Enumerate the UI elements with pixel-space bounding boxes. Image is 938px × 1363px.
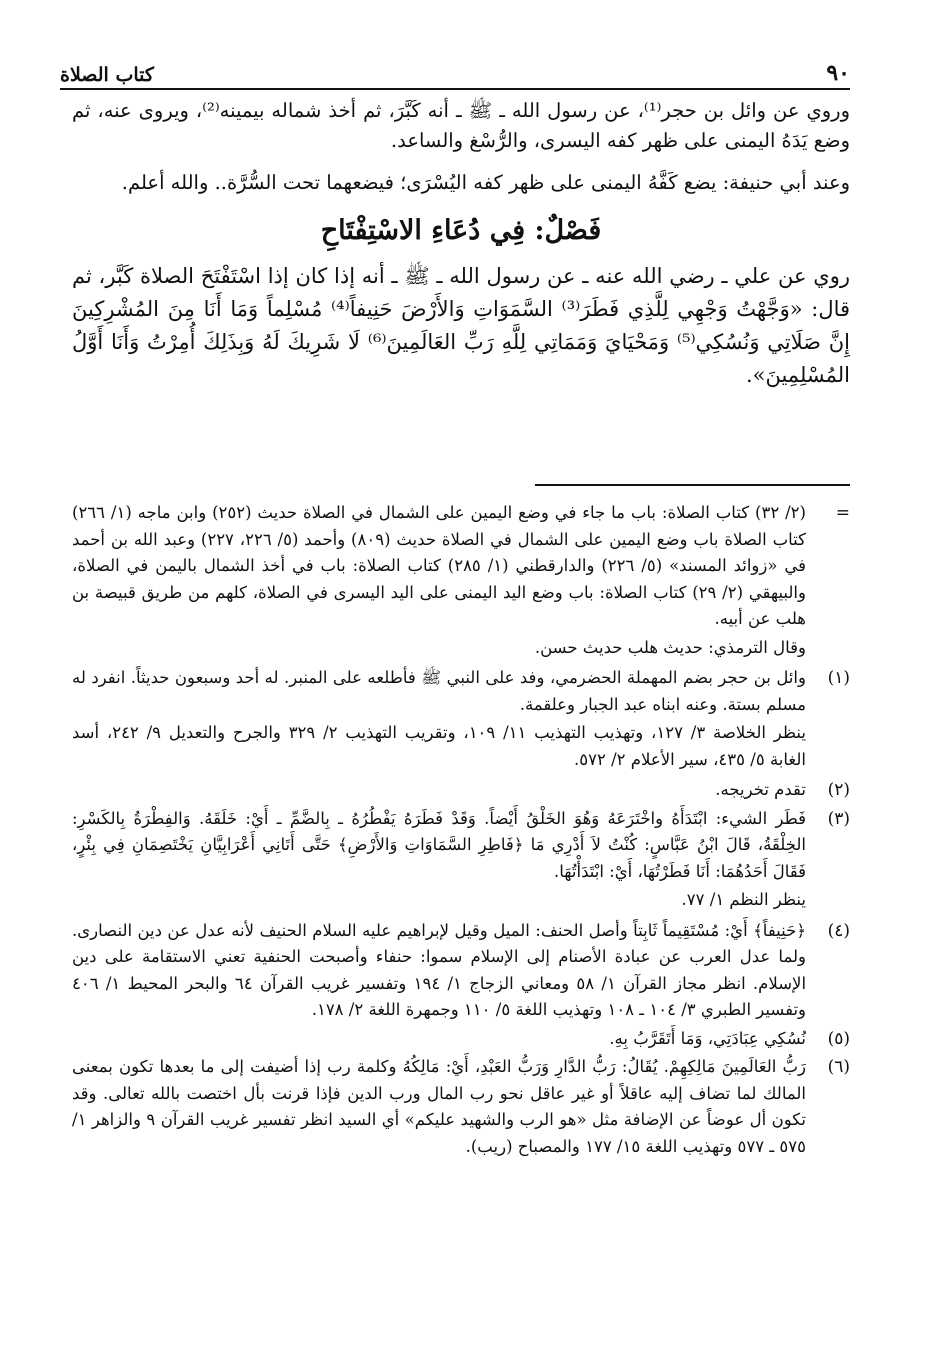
- paragraph-abu-hanifa: وعند أبي حنيفة: يضع كَفَّهُ اليمنى على ظهر كفه اليُسْرَى؛ فيضعهما تحت السُّرَّة.. والله أعلم.: [121, 171, 850, 194]
- footnote-text: وائل بن حجر بضم المهملة الحضرمي، وفد على النبي ﷺ فأطلعه على المنبر. له أحد وسبعون حديثاً. انفرد له مسلم بستة. وعنه ابناه عبد الجبار وعلقمة.: [72, 668, 806, 714]
- footnote-text: رَبُّ العَالَمِينَ مَالِكِهِمْ. يُقَالُ: رَبُّ الدَّارِ وَرَبُّ العَبْدِ، أَيْ: مَالِكُهُ وكلمة رب إذا أضيفت إلى ما بعدها تكون بمعنى المالك لما تضاف إليه عاقلاً أو غير عاقل نحو رب المال ورب الدين فإذا قرنت بأل اختصت بالله تعالى. وقد تكون أل عوضاً عن الإضافة مثل «هو الرب والشهيد عليكم» أي السيد انظر تفسير غريب القرآن ٩ والزاهر ١/ ٥٧٥ ـ ٥٧٧ وتهذيب اللغة ١٥/ ١٧٧ والمصباح (ريب).: [72, 1057, 806, 1156]
- footnote-marker: (٦): [827, 1057, 850, 1077]
- footnote-text: تقدم تخريجه.: [715, 780, 806, 799]
- footnote-text: وقال الترمذي: حديث هلب حديث حسن.: [534, 637, 806, 657]
- footnote-1: [72, 665, 850, 718]
- footnote-marker: =: [835, 503, 850, 523]
- section-heading: فَصْلٌ: فِي دُعَاءِ الاسْتِفْتَاحِ: [320, 215, 602, 246]
- footnote-text: ينظر النظم ١/ ٧٧.: [681, 890, 806, 909]
- footnote-marker: (٥): [827, 1028, 850, 1049]
- footnote-marker: (٤): [827, 920, 850, 941]
- hadith-text: روي عن علي ـ رضي الله عنه ـ عن رسول الله ـ ﷺ ـ أنه إذا كان إذا اسْتَفْتَحَ الصلاة كَبَّر، ثم قال: «وَجَّهْتُ وَجْهِي لِلَّذِي فَطَرَ⁽³⁾ السَّمَوَاتِ وَالأَرْضَ حَنِيفاً⁽⁴⁾ مُسْلِماً وَمَا أَنَا مِنَ المُشْرِكِينَ إِنَّ صَلَاتِي وَنُسُكِي⁽⁵⁾ وَمَحْيَايَ وَمَمَاتِي لِلَّهِ رَبِّ العَالَمِينَ⁽⁶⁾ لَا شَرِيكَ لَهُ وَبِذَلِكَ أُمِرْتُ وَأَنَا أَوَّلُ المُسْلِمِينَ».: [72, 264, 851, 387]
- footnote-continued-extra: [72, 635, 850, 662]
- footnote-2: [72, 777, 850, 804]
- footnote-marker: (١): [827, 668, 850, 688]
- page-number: ٩٠: [826, 60, 850, 86]
- footnote-marker: (٣): [827, 808, 850, 829]
- footnote-text: نُسُكِي عِبَادَتِي، وَمَا أَتَقَرَّبُ بِهِ.: [609, 1028, 806, 1048]
- footnote-3: [72, 806, 850, 886]
- footnote-text: فَطَر الشيء: ابْتَدَأَهُ واخْتَرَعَهُ وَهُوَ الخَلْقُ أَيْضاً. وَقَدْ فَطَرَهُ يَفْطُرُهُ ـ بِالضَّمِّ ـ أَيْ: خَلَقَهُ. وَالفِطْرَةُ بِالكَسْرِ: الخِلْقَةُ، قَالَ ابْنُ عَبَّاسٍ: كُنْتُ لاَ أَدْرِي مَا ﴿فَاطِرِ السَّمَاوَاتِ وَالأَرْضِ﴾ حَتَّى أَتَانِي أَعْرَابِيَّانِ يَخْتَصِمَانِ فِي بِئْرٍ، فَقَالَ أَحَدُهُمَا: أَنَا فَطَرْتُهَا، أَيْ: ابْتَدَأْتُهَا.: [72, 808, 806, 881]
- footnote-1-sources: [72, 720, 850, 773]
- footnote-text: ﴿حَنِيفاً﴾ أَيْ: مُسْتَقِيماً ثَابِتاً وأصل الحنف: الميل وقيل لإبراهيم عليه السلام الحنيف لأنه عدل عن دين النصارى. ولما عدل العرب عن عبادة الأصنام إلى الإسلام سموا: حنفاء وأصبحت الحنفية تعني الاستقامة على دين الإسلام. انظر مجاز القرآن ١/ ٥٨ ومعاني الزجاج ١/ ١٩٤ وتفسير غريب القرآن ٦٤ والبحر المحيط ١/ ٤٠٦ وتفسير الطبري ٣/ ١٠٤ ـ ١٠٨ وتهذيب اللغة ٥/ ١١٠ وجمهرة اللغة ٢/ ١٧٨.: [72, 920, 807, 1019]
- footnote-continued: [72, 500, 850, 633]
- footnote-6: [72, 1054, 850, 1160]
- footnote-5: [72, 1026, 850, 1053]
- footnotes: [72, 500, 850, 1162]
- page-header: [60, 58, 850, 90]
- footnote-3-sources: [72, 887, 850, 914]
- footnote-text: (٢/ ٣٢) كتاب الصلاة: باب ما جاء في وضع اليمين على الشمال في الصلاة حديث (٢٥٢) وابن ماجه (١/ ٢٦٦) كتاب الصلاة باب وضع اليمين على الشمال في الصلاة حديث (٨٠٩) وأحمد (٥/ ٢٢٦، ٢٢٧) وعبد الله بن أحمد في «زوائد المسند» (٥/ ٢٢٦) والدارقطني (١/ ٢٨٥) كتاب الصلاة: باب في أخذ الشمال باليمن في الصلاة، والبيهقي (٢/ ٢٩) كتاب الصلاة: باب وضع اليد اليمنى على اليد اليسرى في الصلاة، كلهم من طريق قبيصة بن هلب عن أبيه.: [72, 503, 806, 628]
- footnote-4: [72, 918, 850, 1024]
- paragraph-wail: وروي عن وائل بن حجر⁽¹⁾، عن رسول الله ـ ﷺ ـ أنه كَبَّرَ، ثم أخذ شماله بيمينه⁽²⁾، ويروى عنه، ثم وضع يَدَهُ اليمنى على ظهر كفه اليسرى، والرُّسْغ والساعد.: [72, 99, 851, 152]
- running-title: كتاب الصلاة: [60, 64, 154, 86]
- footnote-text: ينظر الخلاصة ٣/ ١٢٧، وتهذيب التهذيب ١١/ ١٠٩، وتقريب التهذيب ٢/ ٣٢٩ والجرح والتعديل ٩/ ٢٤٢، أسد الغابة ٥/ ٤٣٥، سير الأعلام ٢/ ٥٧٢.: [72, 723, 806, 769]
- main-text: [72, 96, 850, 392]
- footnote-marker: (٢): [827, 780, 850, 800]
